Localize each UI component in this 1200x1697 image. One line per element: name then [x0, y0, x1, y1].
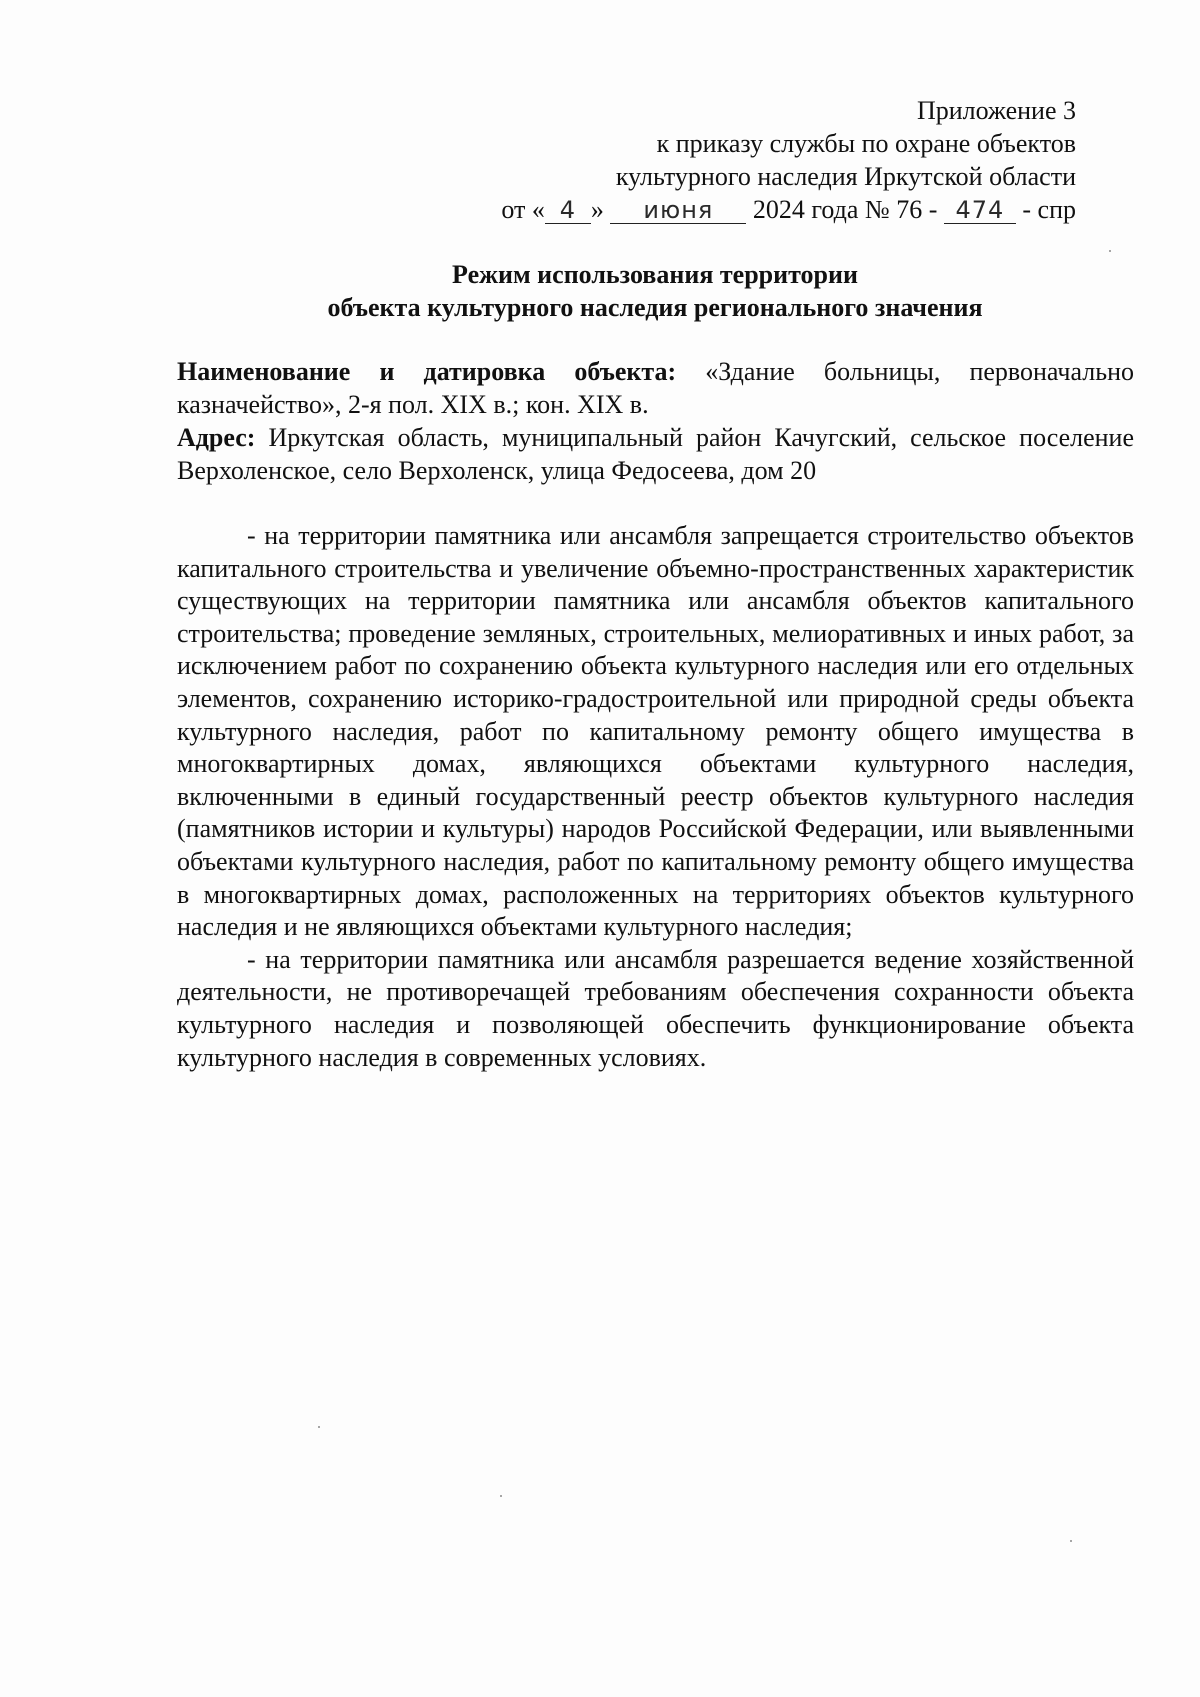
rule-prohibition: - на территории памятника или ансамбля запрещается строительство объектов капитального строительства и увеличение объемно-пространственных характеристик существующих на территории памятника или ансамбля объектов капитального строительства; проведение земляных, строительных, мелиоративных и иных работ, за исключением работ по сохранению объекта культурного наследия или его отдельных элементов, сохранению историко-градостроительной или природной среды объекта культурного наследия, работ по капитальному ремонту общего имущества в многоквартирных домах, являющихся объектами культурного наследия, включенными в единый государственный реестр объектов культурного наследия (памятников истории и культуры) народов Российской Федерации, или выявленными объектами культурного наследия, работ по капитальному ремонту общего имущества в многоквартирных домах, расположенных на территориях объектов культурного наследия и не являющихся объектами культурного наследия; — [177, 521, 1134, 942]
object-address-label: Адрес: — [177, 423, 256, 452]
object-name-label: Наименование и датировка объекта: — [177, 357, 677, 386]
object-name-value: «Здание больницы, первоначально казначейство», 2-я пол. XIX в.; кон. XIX в. — [177, 357, 1135, 419]
rule-permission: - на территории памятника или ансамбля разрешается ведение хозяйственной деятельности, не противоречащей требованиям обеспечения сохранности объекта культурного наследия и позволяющей обеспечить функционирование объекта культурного наследия в современных условиях. — [177, 944, 1134, 1072]
handwritten-day: 4 — [545, 197, 591, 224]
scan-speck — [318, 1426, 320, 1428]
appendix-date-line — [501, 193, 1076, 226]
handwritten-order-number: 474 — [944, 197, 1016, 224]
appendix-order-reference: к приказу службы по охране объектов — [656, 129, 1076, 158]
appendix-authority: культурного наследия Иркутской области — [615, 162, 1076, 191]
title-line-1: Режим использования территории — [452, 260, 858, 289]
object-info — [177, 355, 1134, 487]
scan-speck — [500, 1495, 502, 1497]
scan-speck — [1070, 1540, 1072, 1542]
date-mid: » — [590, 195, 604, 224]
document-title — [0, 258, 1200, 324]
appendix-title: Приложение 3 — [916, 96, 1076, 125]
title-line-2: объекта культурного наследия регионального значения — [327, 293, 983, 322]
order-suffix: - спр — [1022, 195, 1076, 224]
appendix-header — [501, 94, 1076, 226]
rules-section — [177, 520, 1134, 1074]
object-address-value: Иркутская область, муниципальный район Качугский, сельское поселение Верхоленское, село Верхоленск, улица Федосеева, дом 20 — [177, 423, 1134, 485]
handwritten-month: июня — [610, 197, 746, 224]
year-and-series: 2024 года № 76 - — [752, 195, 938, 224]
scan-speck — [1109, 250, 1111, 252]
object-address-paragraph — [177, 421, 1134, 487]
date-prefix: от « — [501, 195, 545, 224]
object-name-paragraph — [177, 355, 1134, 421]
